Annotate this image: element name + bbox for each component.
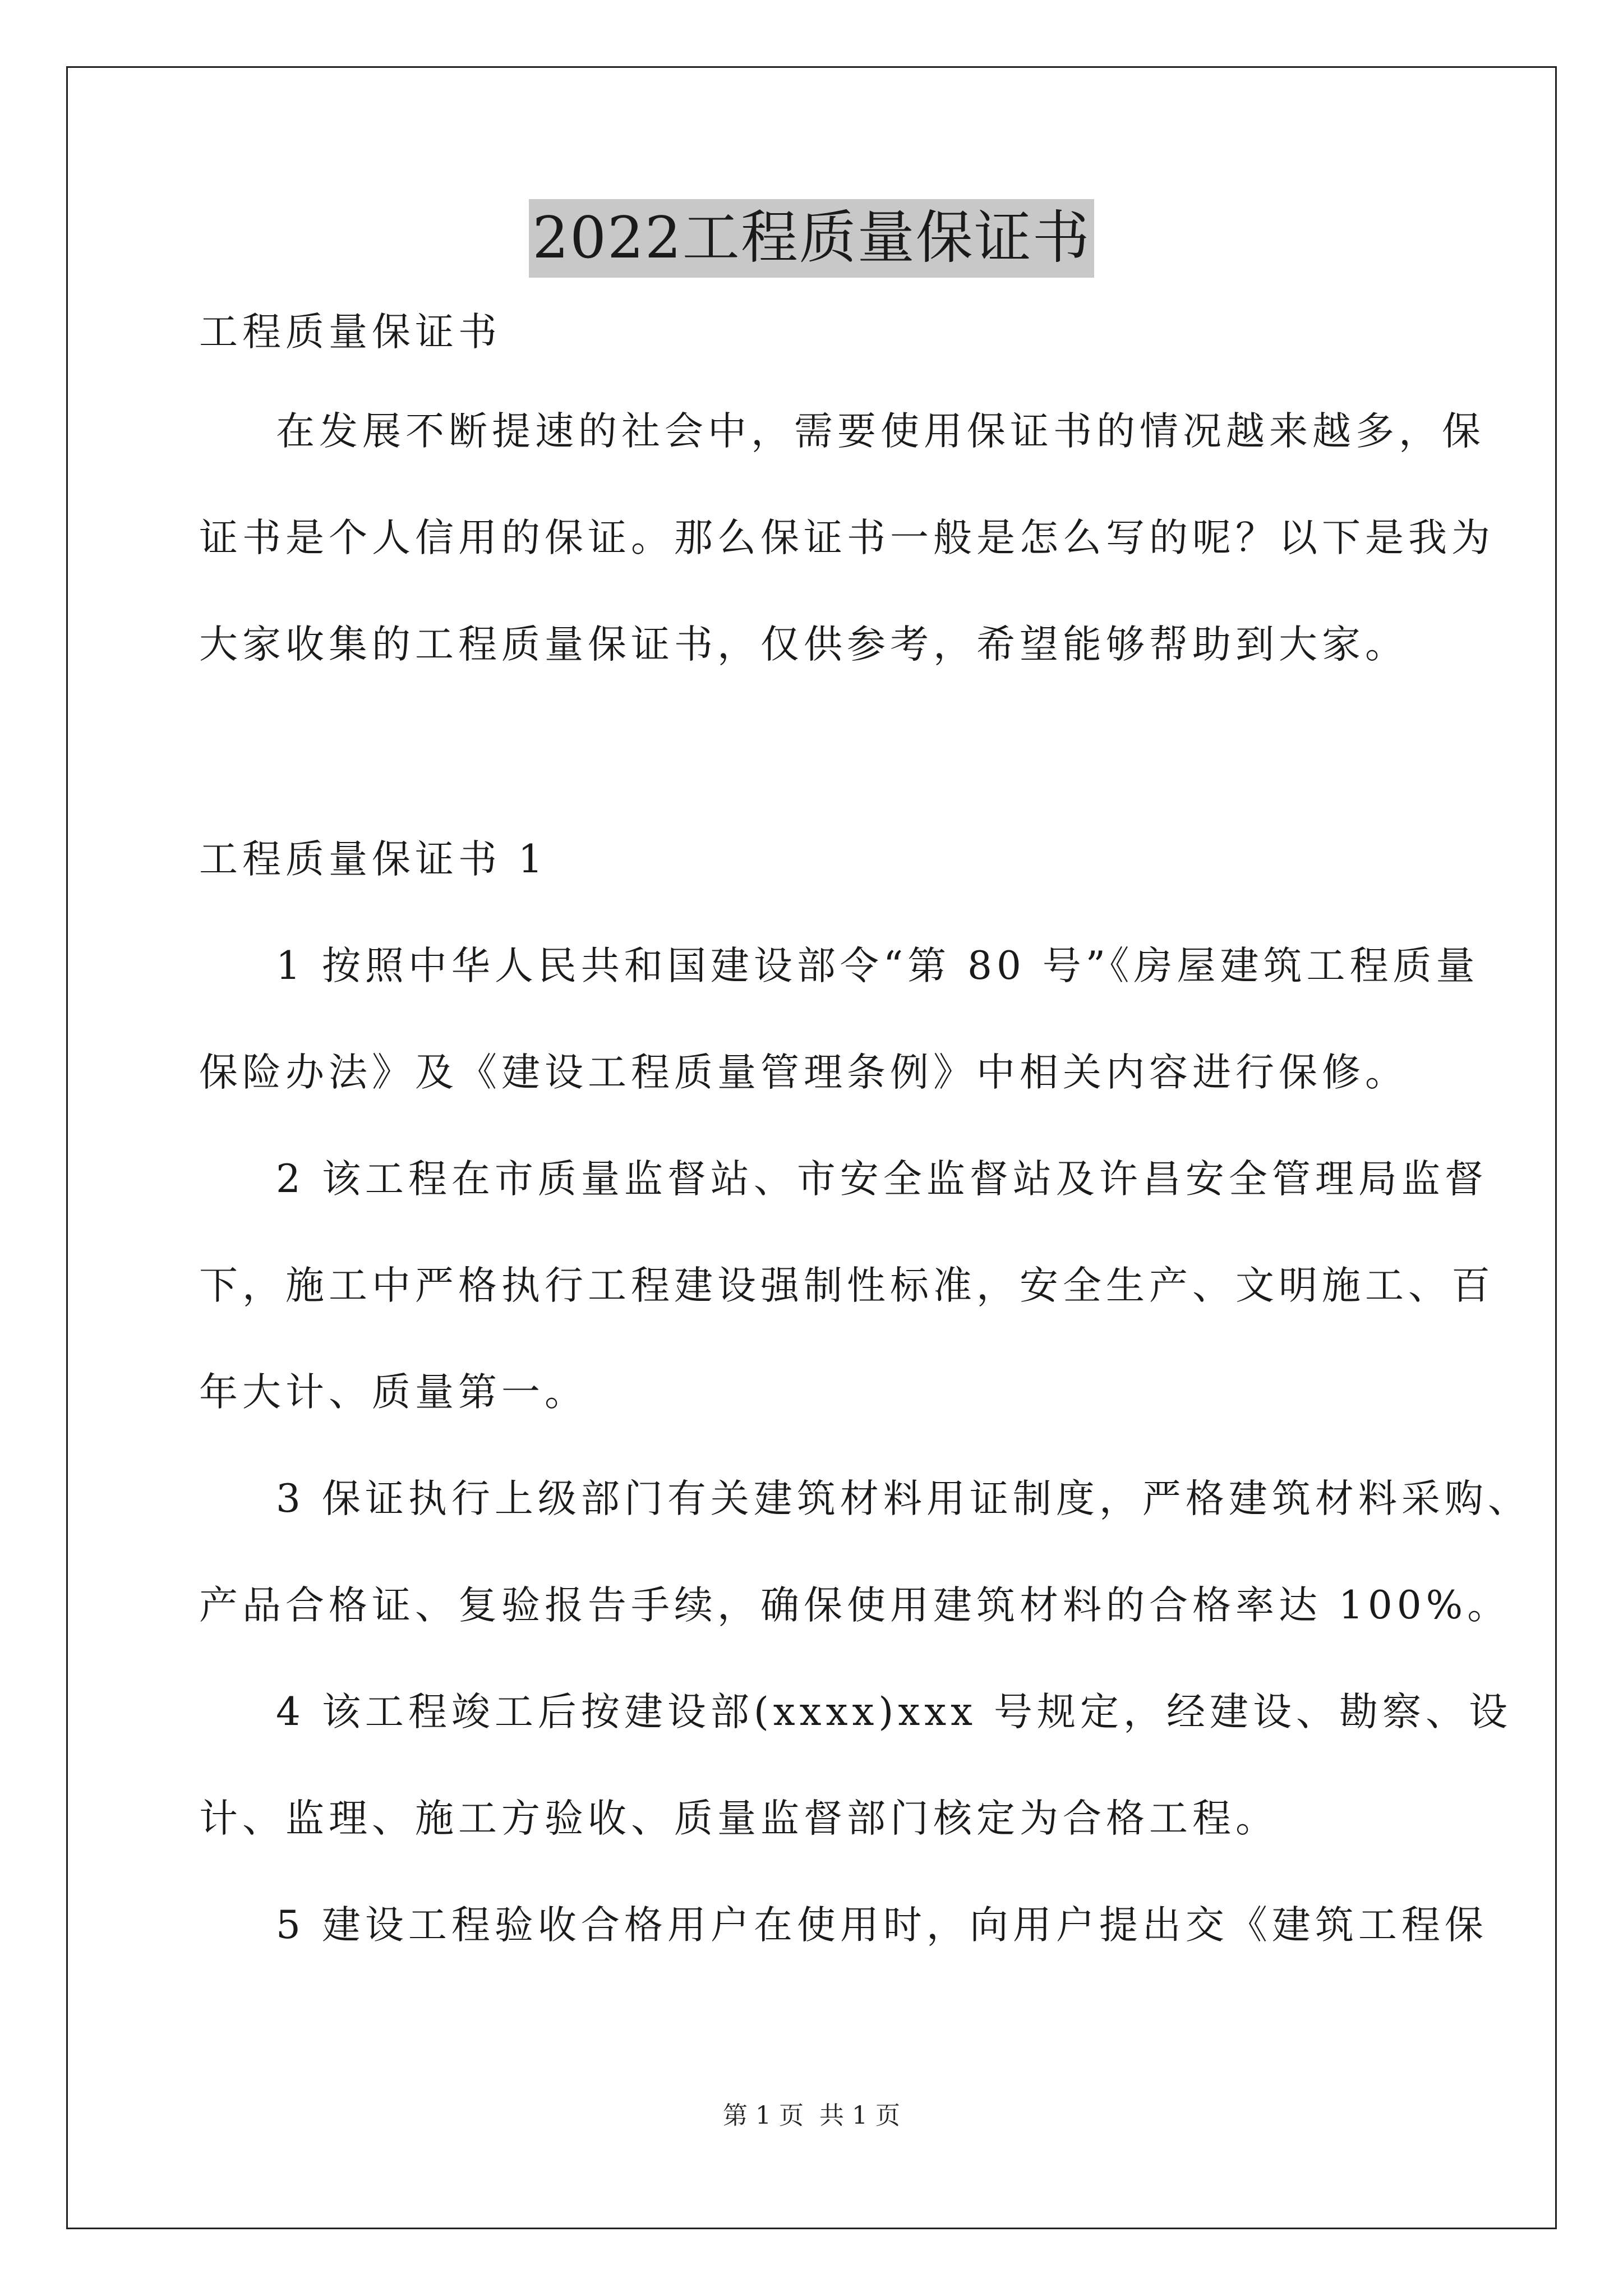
item-4-line-2: 计、监理、施工方验收、质量监督部门核定为合格工程。 bbox=[199, 1796, 1279, 1841]
item-2-line-3: 年大计、质量第一。 bbox=[199, 1370, 588, 1415]
page-footer bbox=[0, 2099, 1623, 2133]
item-2-line-1: 2 该工程在市质量监督站、市安全监督站及许昌安全管理局监督 bbox=[276, 1157, 1488, 1202]
section-heading-1: 工程质量保证书 1 bbox=[199, 837, 547, 882]
item-2-line-2: 下，施工中严格执行工程建设强制性标准，安全生产、文明施工、百 bbox=[199, 1263, 1495, 1308]
page-total: 共 1 页 bbox=[819, 2101, 900, 2130]
title-block bbox=[0, 199, 1623, 278]
intro-line-1: 在发展不断提速的社会中，需要使用保证书的情况越来越多，保 bbox=[276, 409, 1485, 454]
section-heading: 工程质量保证书 bbox=[199, 310, 501, 355]
item-3-line-1: 3 保证执行上级部门有关建筑材料用证制度，严格建筑材料采购、 bbox=[276, 1476, 1531, 1521]
item-3-line-2: 产品合格证、复验报告手续，确保使用建筑材料的合格率达 100%。 bbox=[199, 1583, 1511, 1628]
document-body bbox=[199, 306, 1531, 1952]
document-title: 2022工程质量保证书 bbox=[529, 199, 1094, 278]
intro-line-2: 证书是个人信用的保证。那么保证书一般是怎么写的呢？以下是我为 bbox=[199, 516, 1495, 560]
item-1-line-2: 保险办法》及《建设工程质量管理条例》中相关内容进行保修。 bbox=[199, 1050, 1408, 1095]
page-number: 第 1 页 bbox=[723, 2101, 804, 2130]
item-5-line-1: 5 建设工程验收合格用户在使用时，向用户提出交《建筑工程保 bbox=[276, 1903, 1488, 1948]
item-1-line-1: 1 按照中华人民共和国建设部令“第 80 号”《房屋建筑工程质量 bbox=[276, 944, 1479, 988]
item-4-line-1: 4 该工程竣工后按建设部(xxxx)xxx 号规定，经建设、勘察、设 bbox=[276, 1690, 1512, 1734]
intro-line-3: 大家收集的工程质量保证书，仅供参考，希望能够帮助到大家。 bbox=[199, 622, 1408, 667]
